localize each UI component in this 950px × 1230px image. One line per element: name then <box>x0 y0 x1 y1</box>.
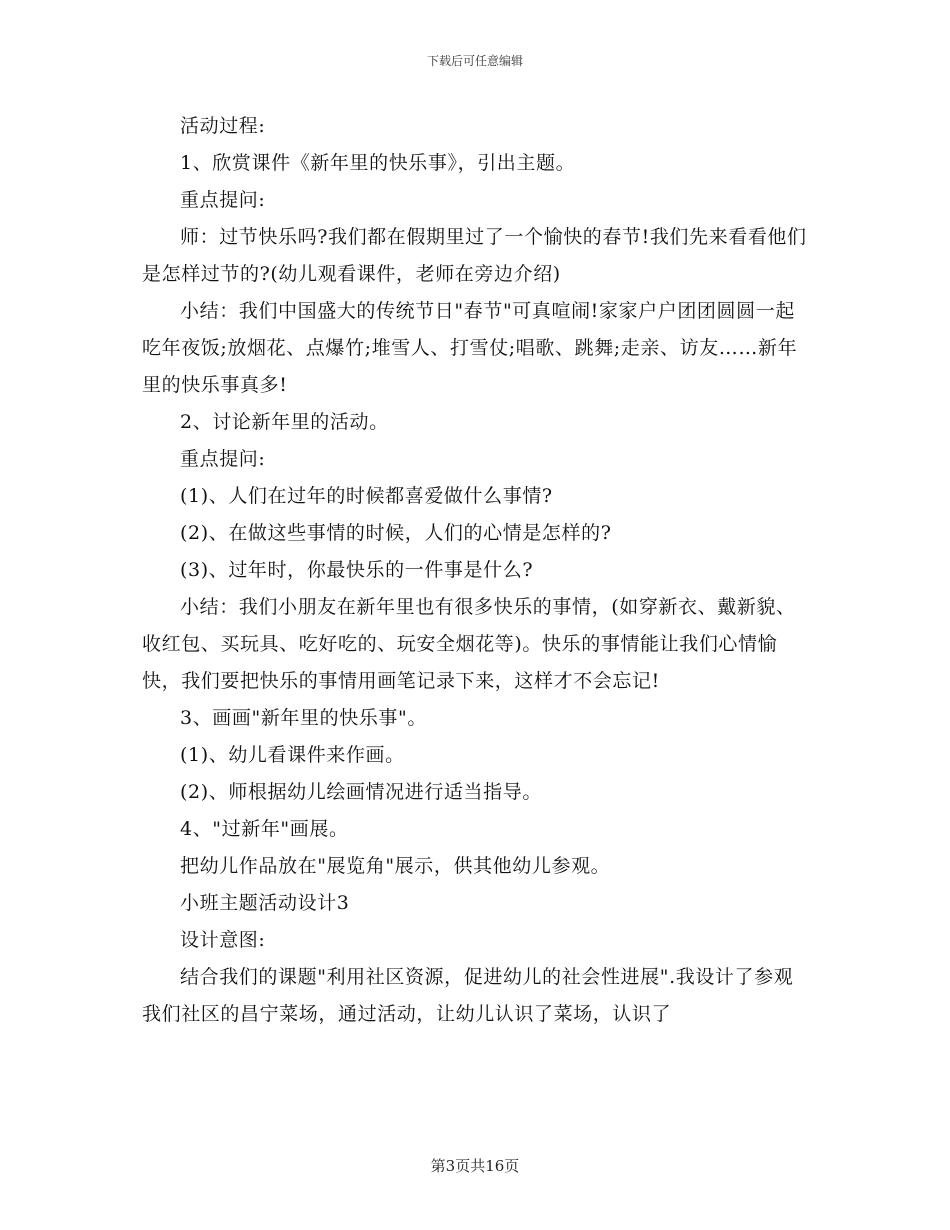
paragraph: 结合我们的课题"利用社区资源，促进幼儿的社会性进展".我设计了参观我们社区的昌宁菜场，通过活动，让幼儿认识了菜场，认识了 <box>142 966 794 1025</box>
paragraph: 4、"过新年"画展。 <box>180 818 349 840</box>
paragraph: 师：过节快乐吗?我们都在假期里过了一个愉快的春节!我们先来看看他们是怎样过节的?(幼儿观看课件，老师在旁边介绍) <box>142 226 807 285</box>
paragraph: 重点提问: <box>180 448 266 470</box>
paragraph: 3、画画"新年里的快乐事"。 <box>180 707 427 729</box>
paragraph: 活动过程: <box>180 115 266 137</box>
paragraph: 1、欣赏课件《新年里的快乐事》，引出主题。 <box>180 152 576 174</box>
document-body <box>142 108 812 1033</box>
paragraph: (1)、人们在过年的时候都喜爱做什么事情? <box>180 485 553 507</box>
page-footer: 第3页共16页 <box>430 1157 520 1175</box>
paragraph: 小结：我们中国盛大的传统节日"春节"可真喧闹!家家户户团团圆圆一起吃年夜饭;放烟花、点爆竹;堆雪人、打雪仗;唱歌、跳舞;走亲、访友……新年里的快乐事真多! <box>142 300 798 396</box>
paragraph: 重点提问: <box>180 189 266 211</box>
paragraph: 小结：我们小朋友在新年里也有很多快乐的事情，(如穿新衣、戴新貌、收红包、买玩具、吃好吃的、玩安全烟花等)。快乐的事情能让我们心情愉快，我们要把快乐的事情用画笔记录下来，这样才不会忘记! <box>142 596 796 692</box>
paragraph: 把幼儿作品放在"展览角"展示，供其他幼儿参观。 <box>180 855 611 877</box>
paragraph: (1)、幼儿看课件来作画。 <box>180 744 405 766</box>
paragraph: (2)、在做这些事情的时候，人们的心情是怎样的? <box>180 522 612 544</box>
section-title: 小班主题活动设计3 <box>180 892 350 914</box>
page-header: 下载后可任意编辑 <box>426 54 523 68</box>
paragraph: (2)、师根据幼儿绘画情况进行适当指导。 <box>180 781 542 803</box>
paragraph: 2、讨论新年里的活动。 <box>180 411 389 433</box>
paragraph: 设计意图: <box>180 929 266 951</box>
paragraph: (3)、过年时，你最快乐的一件事是什么? <box>180 559 534 581</box>
